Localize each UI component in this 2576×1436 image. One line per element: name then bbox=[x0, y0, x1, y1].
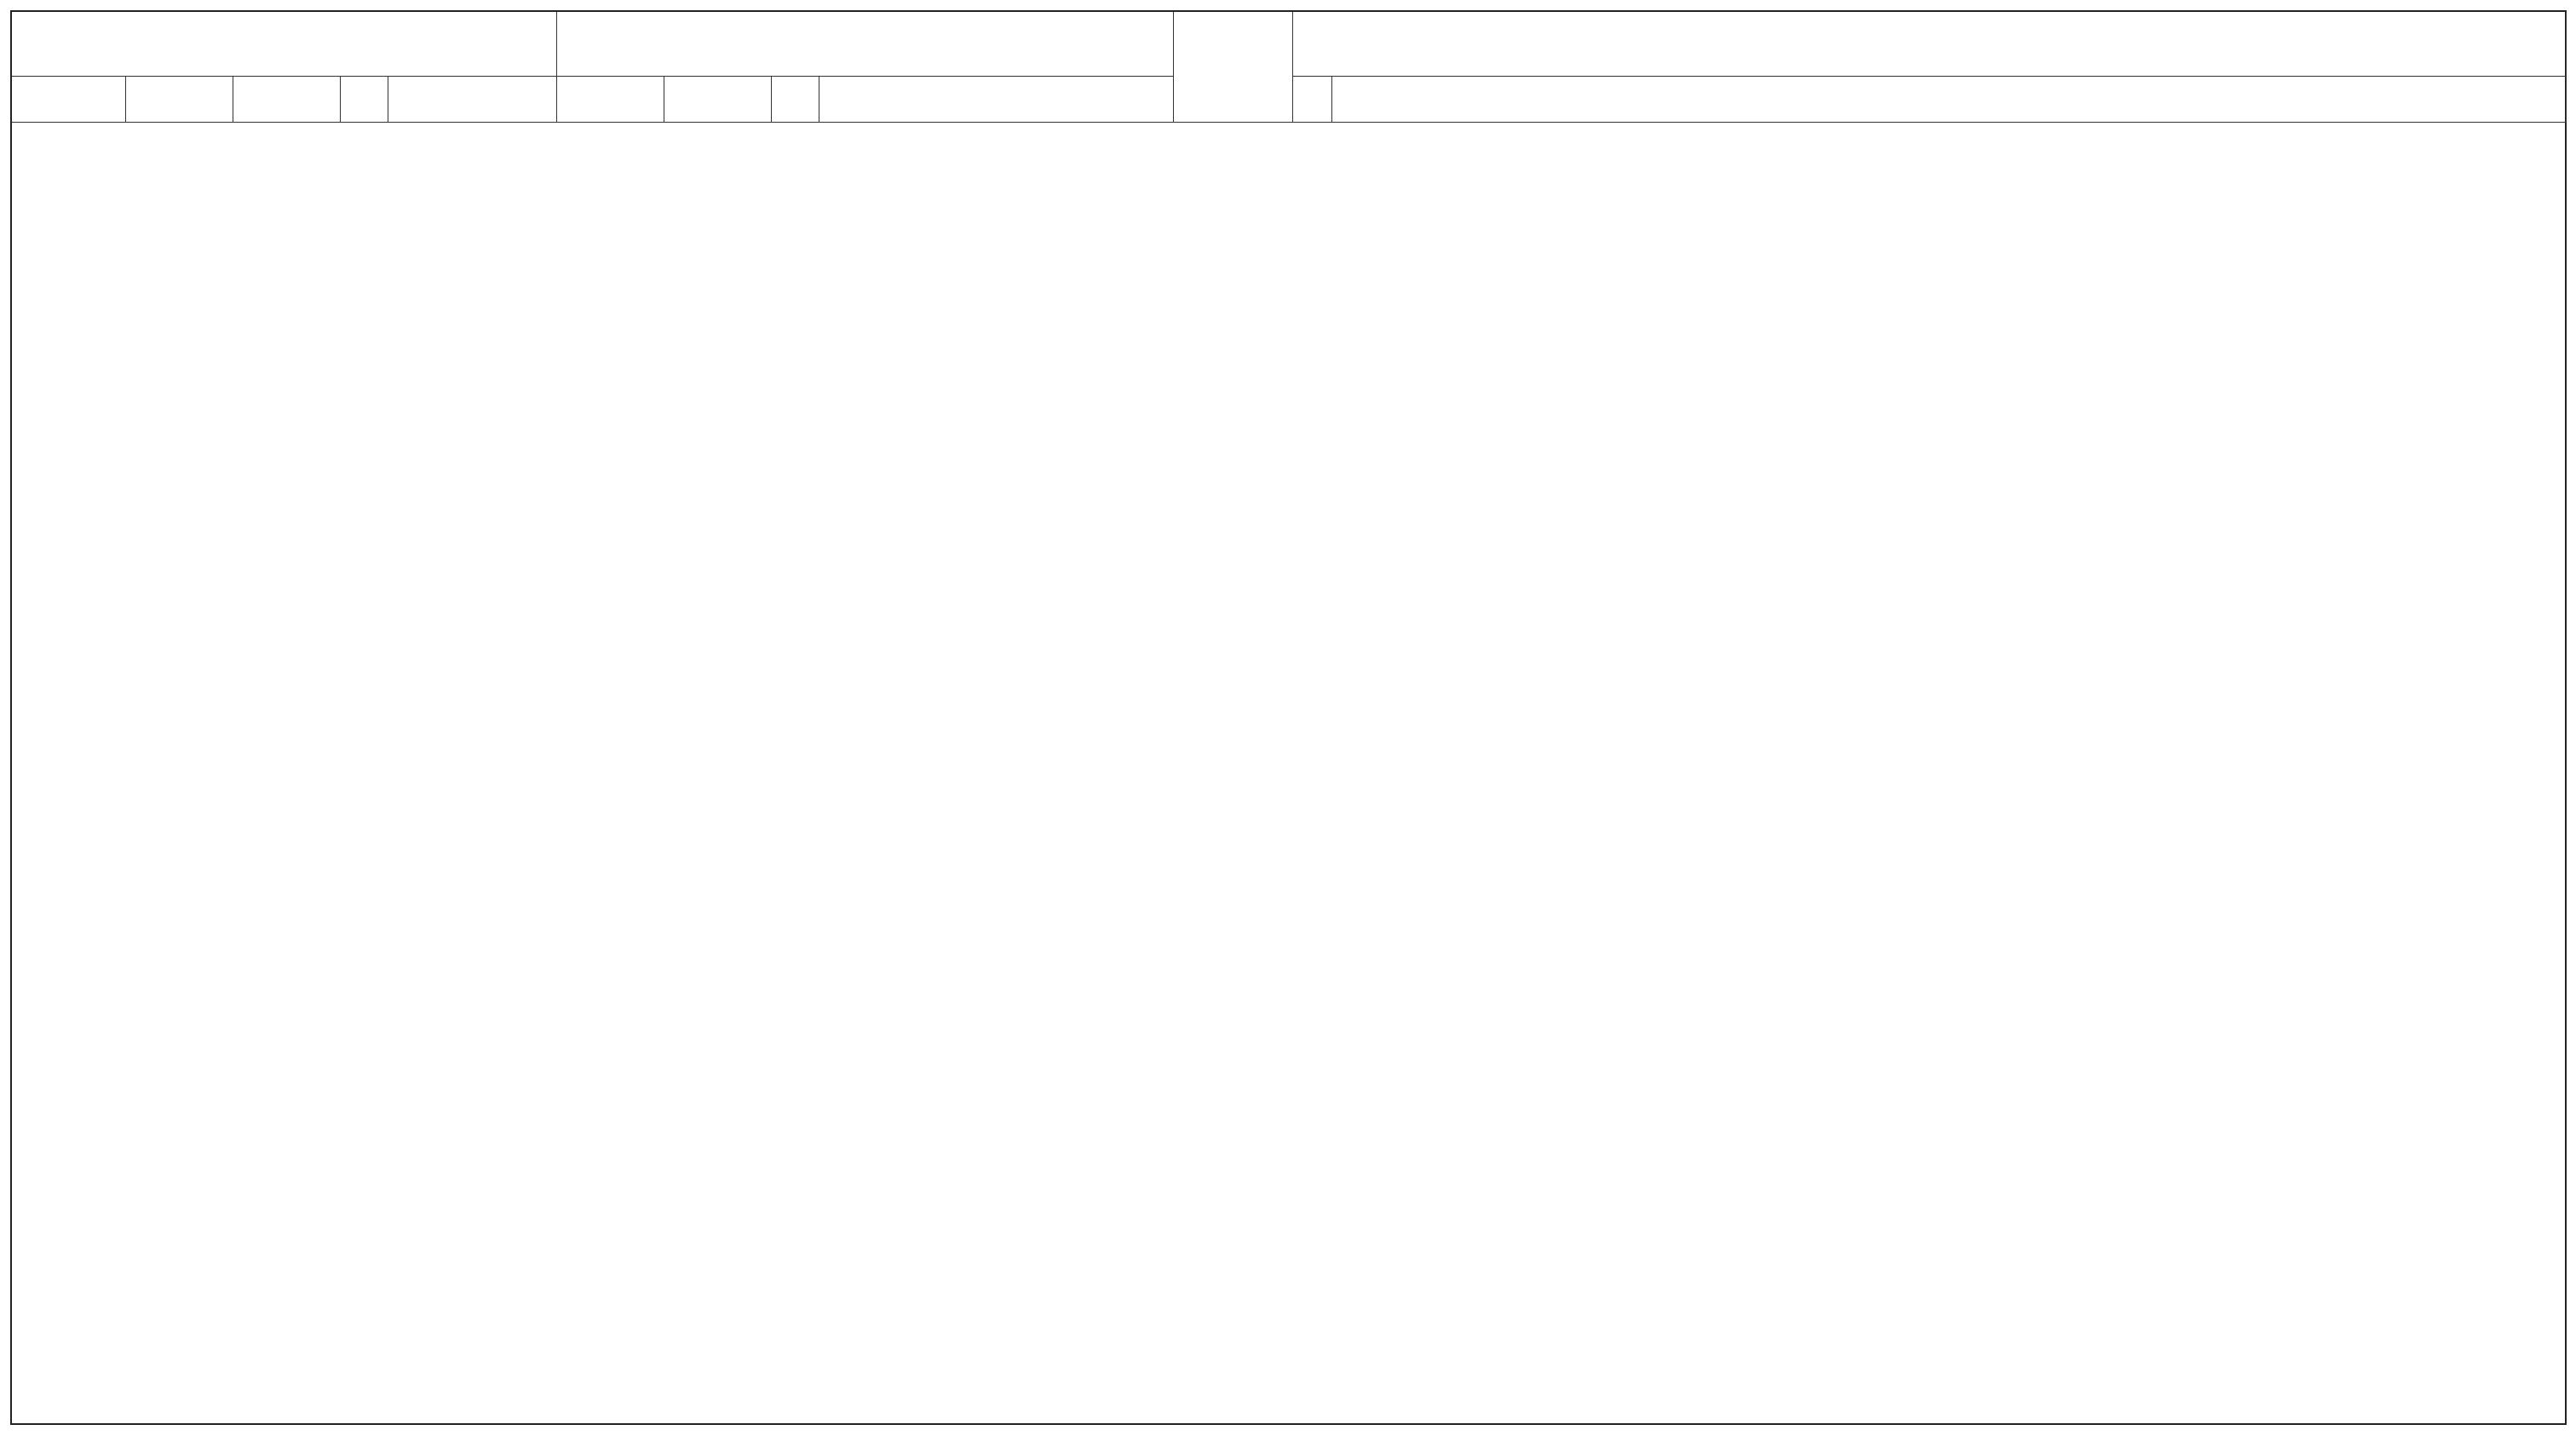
header-flow bbox=[1332, 77, 2567, 123]
header-action-up bbox=[233, 77, 341, 123]
event-dispatch-table bbox=[10, 10, 2567, 1425]
header-event-flow bbox=[1293, 12, 2567, 77]
header-child bbox=[664, 77, 772, 123]
header-note bbox=[388, 77, 557, 123]
header-action-move bbox=[126, 77, 233, 123]
header-role-state bbox=[557, 12, 1174, 77]
header-num bbox=[341, 77, 388, 123]
header-num-3 bbox=[1293, 77, 1332, 123]
header-parent bbox=[557, 77, 664, 123]
header-num-2 bbox=[772, 77, 819, 123]
header-note-2 bbox=[819, 77, 1174, 123]
header-description bbox=[1174, 12, 1293, 123]
header-action-down bbox=[12, 77, 126, 123]
header-parent-timing bbox=[12, 12, 557, 77]
